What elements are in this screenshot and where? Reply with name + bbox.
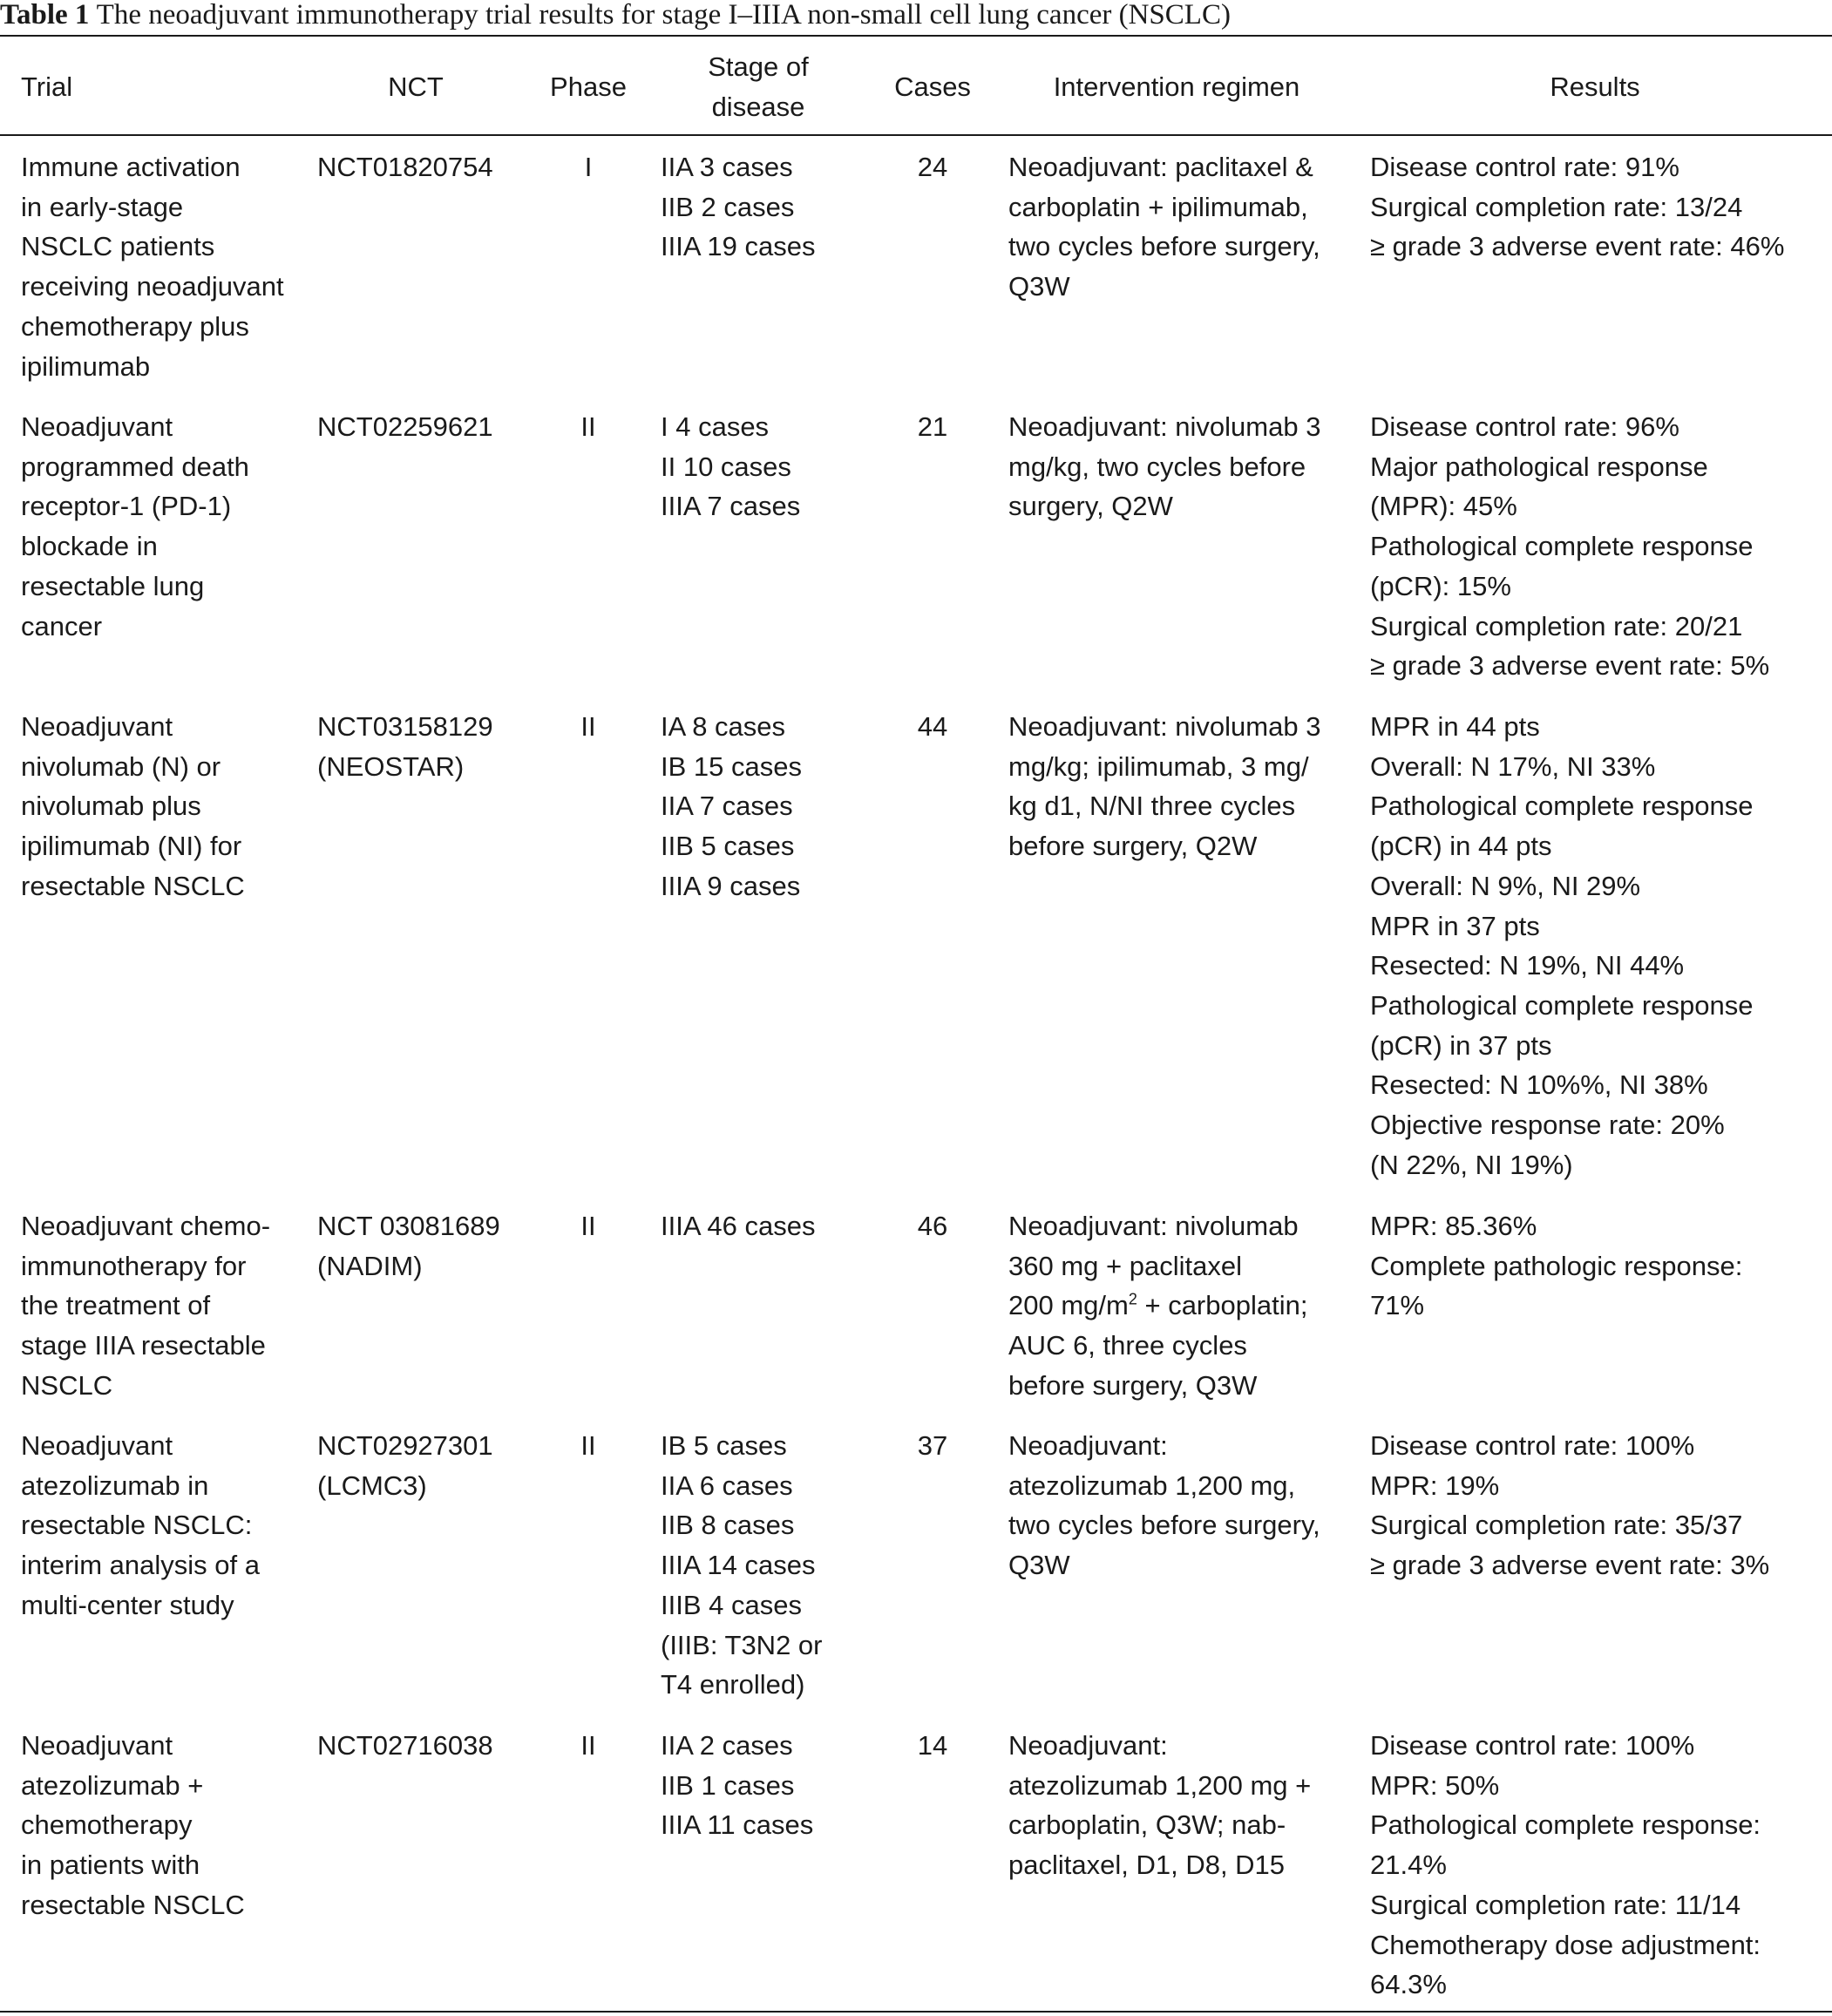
- cell-line: (LCMC3): [317, 1470, 427, 1501]
- cell-results: [1370, 147, 1832, 267]
- header-stage-line: Stage of: [708, 51, 809, 83]
- cell-line: (NEOSTAR): [317, 750, 465, 782]
- cell-line: IIIA 7 cases: [661, 491, 801, 522]
- cell-line: Neoadjuvant: paclitaxel &: [1008, 152, 1313, 182]
- cell-cases: [880, 147, 985, 187]
- header-stage-line: disease: [711, 92, 805, 122]
- cell-line: (pCR): 15%: [1370, 570, 1511, 601]
- cell-phase: [532, 147, 645, 187]
- cell-line: IIIA 19 cases: [661, 231, 816, 262]
- table-caption-label: Table 1: [0, 0, 90, 31]
- cell-line: NCT 03081689: [317, 1211, 500, 1241]
- cell-line: carboplatin, Q3W; nab-: [1008, 1809, 1286, 1841]
- cell-line: Surgical completion rate: 20/21: [1370, 610, 1743, 641]
- cell-line: IIIA 9 cases: [661, 870, 801, 901]
- cell-line: Surgical completion rate: 35/37: [1370, 1510, 1743, 1541]
- cell-line: interim analysis of a: [21, 1550, 260, 1581]
- cell-line: the treatment of: [21, 1290, 211, 1321]
- cell-stage: [661, 407, 870, 526]
- cell-intervention: [1008, 1426, 1357, 1585]
- cell-line: Surgical completion rate: 11/14: [1370, 1889, 1741, 1920]
- cell-line: NCT01820754: [317, 152, 493, 182]
- cell-line: resectable NSCLC: [21, 1889, 245, 1920]
- cell-phase: [532, 1206, 645, 1246]
- cell-line: (IIIB: T3N2 or: [661, 1629, 823, 1660]
- cell-line: carboplatin + ipilimumab,: [1008, 191, 1308, 222]
- header-trial-label: Trial: [21, 71, 73, 103]
- cell-nct: [317, 707, 518, 786]
- cell-line: ipilimumab (NI) for: [21, 831, 242, 862]
- header-results-label: Results: [1550, 71, 1640, 103]
- cell-line: cancer: [21, 610, 103, 641]
- cell-line: IA 8 cases: [661, 711, 786, 742]
- cell-line: 14: [917, 1730, 948, 1761]
- header-rule: [0, 134, 1832, 136]
- cell-line: Resected: N 19%, NI 44%: [1370, 950, 1685, 981]
- cell-stage: [661, 707, 870, 906]
- cell-line: nivolumab plus: [21, 791, 201, 822]
- cell-trial: [21, 1726, 317, 1925]
- cell-phase: [532, 707, 645, 747]
- dose-text: 200 mg/m: [1008, 1290, 1129, 1321]
- cell-intervention: [1008, 147, 1357, 307]
- cell-phase: [532, 407, 645, 447]
- cell-line: Q3W: [1008, 1550, 1070, 1581]
- cell-trial: [21, 147, 317, 386]
- cell-intervention: [1008, 1206, 1357, 1406]
- dose-text-after: + carboplatin;: [1137, 1290, 1308, 1321]
- cell-line: IIB 8 cases: [661, 1510, 795, 1541]
- cell-line: II 10 cases: [661, 451, 791, 482]
- cell-line: Neoadjuvant: [21, 711, 173, 742]
- cell-line: resectable lung: [21, 570, 205, 601]
- cell-line: Neoadjuvant chemo-: [21, 1211, 271, 1241]
- cell-intervention: [1008, 407, 1357, 526]
- header-stage: [654, 45, 863, 129]
- cell-nct: [317, 1206, 518, 1286]
- cell-line: IIA 3 cases: [661, 152, 793, 182]
- cell-line: 44: [917, 711, 948, 742]
- cell-results: [1370, 1426, 1832, 1585]
- cell-trial: [21, 1206, 317, 1406]
- cell-line: programmed death: [21, 451, 249, 482]
- cell-nct: [317, 1426, 518, 1505]
- cell-line: I 4 cases: [661, 411, 770, 442]
- cell-line: chemotherapy: [21, 1809, 193, 1841]
- cell-cases: [880, 1726, 985, 1766]
- cell-nct: [317, 407, 518, 447]
- cell-line: Disease control rate: 100%: [1370, 1430, 1695, 1461]
- cell-line: multi-center study: [21, 1589, 234, 1620]
- cell-line: Neoadjuvant: nivolumab 3: [1008, 711, 1321, 742]
- header-trial: [21, 45, 309, 129]
- cell-line-dose: [1008, 1286, 1357, 1326]
- cell-line: MPR in 44 pts: [1370, 711, 1540, 742]
- cell-line: Neoadjuvant: [21, 1430, 173, 1461]
- cell-line: Overall: N 9%, NI 29%: [1370, 870, 1641, 901]
- cell-line: Chemotherapy dose adjustment:: [1370, 1929, 1761, 1960]
- cell-line: two cycles before surgery,: [1008, 1510, 1320, 1541]
- cell-line: IIIB 4 cases: [661, 1589, 802, 1620]
- cell-line: 37: [917, 1430, 948, 1461]
- cell-trial: [21, 407, 317, 646]
- cell-line: AUC 6, three cycles: [1008, 1330, 1247, 1361]
- cell-line: II: [580, 411, 596, 442]
- cell-line: Pathological complete response: [1370, 531, 1754, 562]
- cell-line: MPR in 37 pts: [1370, 910, 1540, 941]
- cell-line: IIB 2 cases: [661, 191, 795, 222]
- cell-line: stage IIIA resectable: [21, 1330, 266, 1361]
- header-cases: [872, 45, 994, 129]
- cell-line: Q3W: [1008, 271, 1070, 302]
- header-intervention: [1002, 45, 1351, 129]
- cell-line: Disease control rate: 96%: [1370, 411, 1679, 442]
- cell-line: ≥ grade 3 adverse event rate: 46%: [1370, 231, 1785, 262]
- header-nct: [316, 45, 516, 129]
- cell-line: nivolumab (N) or: [21, 750, 221, 782]
- cell-phase: [532, 1426, 645, 1466]
- cell-nct: [317, 147, 518, 187]
- cell-line: Objective response rate: 20%: [1370, 1110, 1725, 1141]
- cell-line: resectable NSCLC:: [21, 1510, 253, 1541]
- cell-line: IIB 1 cases: [661, 1769, 795, 1801]
- cell-line: ipilimumab: [21, 350, 151, 382]
- top-rule: [0, 35, 1832, 37]
- cell-line: IB 5 cases: [661, 1430, 787, 1461]
- cell-line: ≥ grade 3 adverse event rate: 3%: [1370, 1550, 1770, 1581]
- cell-line: (pCR) in 44 pts: [1370, 831, 1552, 862]
- cell-line: receiving neoadjuvant: [21, 271, 284, 302]
- cell-line: atezolizumab 1,200 mg +: [1008, 1769, 1312, 1801]
- cell-line: kg d1, N/NI three cycles: [1008, 791, 1296, 822]
- cell-line: 360 mg + paclitaxel: [1008, 1250, 1242, 1281]
- cell-line: Resected: N 10%%, NI 38%: [1370, 1069, 1708, 1101]
- cell-cases: [880, 1206, 985, 1246]
- cell-line: two cycles before surgery,: [1008, 231, 1320, 262]
- cell-stage: [661, 1206, 870, 1246]
- cell-cases: [880, 1426, 985, 1466]
- cell-line: 71%: [1370, 1290, 1425, 1321]
- cell-line: atezolizumab in: [21, 1470, 209, 1501]
- cell-line: II: [580, 711, 596, 742]
- cell-phase: [532, 1726, 645, 1766]
- cell-line: chemotherapy plus: [21, 310, 249, 342]
- cell-stage: [661, 147, 870, 267]
- cell-cases: [880, 407, 985, 447]
- cell-line: paclitaxel, D1, D8, D15: [1008, 1850, 1286, 1881]
- cell-line: Major pathological response: [1370, 451, 1708, 482]
- header-results: [1360, 45, 1830, 129]
- cell-line: Disease control rate: 100%: [1370, 1730, 1695, 1761]
- cell-nct: [317, 1726, 518, 1766]
- cell-line: in patients with: [21, 1850, 200, 1881]
- dose-superscript: 2: [1128, 1291, 1137, 1309]
- cell-line: atezolizumab +: [21, 1769, 204, 1801]
- cell-results: [1370, 1206, 1832, 1326]
- cell-line: (N 22%, NI 19%): [1370, 1149, 1573, 1180]
- cell-line: NCT03158129: [317, 711, 493, 742]
- cell-line: IIIA 11 cases: [661, 1809, 814, 1841]
- cell-intervention: [1008, 1726, 1357, 1885]
- cell-line: Surgical completion rate: 13/24: [1370, 191, 1743, 222]
- cell-line: Neoadjuvant: [21, 1730, 173, 1761]
- cell-line: Overall: N 17%, NI 33%: [1370, 750, 1656, 782]
- cell-line: (pCR) in 37 pts: [1370, 1029, 1552, 1061]
- cell-line: Neoadjuvant:: [1008, 1730, 1168, 1761]
- cell-line: NCT02716038: [317, 1730, 493, 1761]
- cell-cases: [880, 707, 985, 747]
- header-intervention-label: Intervention regimen: [1053, 71, 1300, 103]
- cell-stage: [661, 1726, 870, 1845]
- cell-line: Neoadjuvant: nivolumab 3: [1008, 411, 1321, 442]
- cell-line: IIA 2 cases: [661, 1730, 793, 1761]
- cell-line: MPR: 19%: [1370, 1470, 1500, 1501]
- cell-line: Disease control rate: 91%: [1370, 152, 1679, 182]
- header-phase: [523, 45, 654, 129]
- cell-line: Immune activation: [21, 152, 241, 182]
- cell-results: [1370, 1726, 1832, 2005]
- cell-line: mg/kg, two cycles before: [1008, 451, 1306, 482]
- cell-line: MPR: 50%: [1370, 1769, 1500, 1801]
- cell-line: Neoadjuvant: nivolumab: [1008, 1211, 1299, 1241]
- cell-results: [1370, 707, 1832, 1184]
- cell-line: MPR: 85.36%: [1370, 1211, 1537, 1241]
- cell-line: in early-stage: [21, 191, 184, 222]
- header-stage-label: [708, 47, 808, 126]
- cell-line: I: [584, 152, 593, 182]
- cell-stage: [661, 1426, 870, 1705]
- cell-line: before surgery, Q3W: [1008, 1369, 1258, 1401]
- cell-intervention: [1008, 707, 1357, 866]
- cell-line: IB 15 cases: [661, 750, 802, 782]
- cell-line: mg/kg; ipilimumab, 3 mg/: [1008, 750, 1309, 782]
- cell-line: resectable NSCLC: [21, 870, 245, 901]
- cell-line: IIB 5 cases: [661, 831, 795, 862]
- table-caption: [0, 0, 1832, 35]
- cell-line: II: [580, 1430, 596, 1461]
- cell-line: NSCLC: [21, 1369, 113, 1401]
- cell-line: 21.4%: [1370, 1850, 1447, 1881]
- header-phase-label: Phase: [550, 71, 627, 103]
- cell-trial: [21, 707, 317, 906]
- cell-line: 24: [917, 152, 948, 182]
- cell-line: blockade in: [21, 531, 158, 562]
- cell-line: Neoadjuvant:: [1008, 1430, 1168, 1461]
- cell-line: (NADIM): [317, 1250, 423, 1281]
- cell-line: Pathological complete response:: [1370, 1809, 1761, 1841]
- cell-results: [1370, 407, 1832, 686]
- bottom-rule: [0, 2011, 1832, 2013]
- cell-line: immunotherapy for: [21, 1250, 247, 1281]
- cell-line: surgery, Q2W: [1008, 491, 1173, 522]
- cell-line: T4 enrolled): [661, 1669, 805, 1700]
- cell-line: IIA 7 cases: [661, 791, 793, 822]
- cell-line: II: [580, 1730, 596, 1761]
- cell-line: NCT02927301: [317, 1430, 493, 1461]
- cell-line: (MPR): 45%: [1370, 491, 1517, 522]
- cell-line: Pathological complete response: [1370, 791, 1754, 822]
- cell-line: 46: [917, 1211, 948, 1241]
- cell-line: IIIA 14 cases: [661, 1550, 816, 1581]
- header-nct-label: NCT: [388, 71, 444, 103]
- cell-line: IIA 6 cases: [661, 1470, 793, 1501]
- cell-line: atezolizumab 1,200 mg,: [1008, 1470, 1296, 1501]
- cell-line: Complete pathologic response:: [1370, 1250, 1743, 1281]
- cell-trial: [21, 1426, 317, 1626]
- cell-line: before surgery, Q2W: [1008, 831, 1258, 862]
- table-caption-text: The neoadjuvant immunotherapy trial results for stage I–IIIA non-small cell lung cancer (NSCLC): [96, 0, 1231, 31]
- cell-line: receptor-1 (PD-1): [21, 491, 232, 522]
- header-cases-label: Cases: [894, 71, 971, 103]
- cell-line: ≥ grade 3 adverse event rate: 5%: [1370, 650, 1770, 682]
- cell-line: 21: [917, 411, 948, 442]
- cell-line: IIIA 46 cases: [661, 1211, 816, 1241]
- cell-line: Neoadjuvant: [21, 411, 173, 442]
- cell-line: NCT02259621: [317, 411, 493, 442]
- cell-line: NSCLC patients: [21, 231, 215, 262]
- cell-line: II: [580, 1211, 596, 1241]
- cell-line: 64.3%: [1370, 1969, 1447, 2000]
- cell-line: Pathological complete response: [1370, 989, 1754, 1021]
